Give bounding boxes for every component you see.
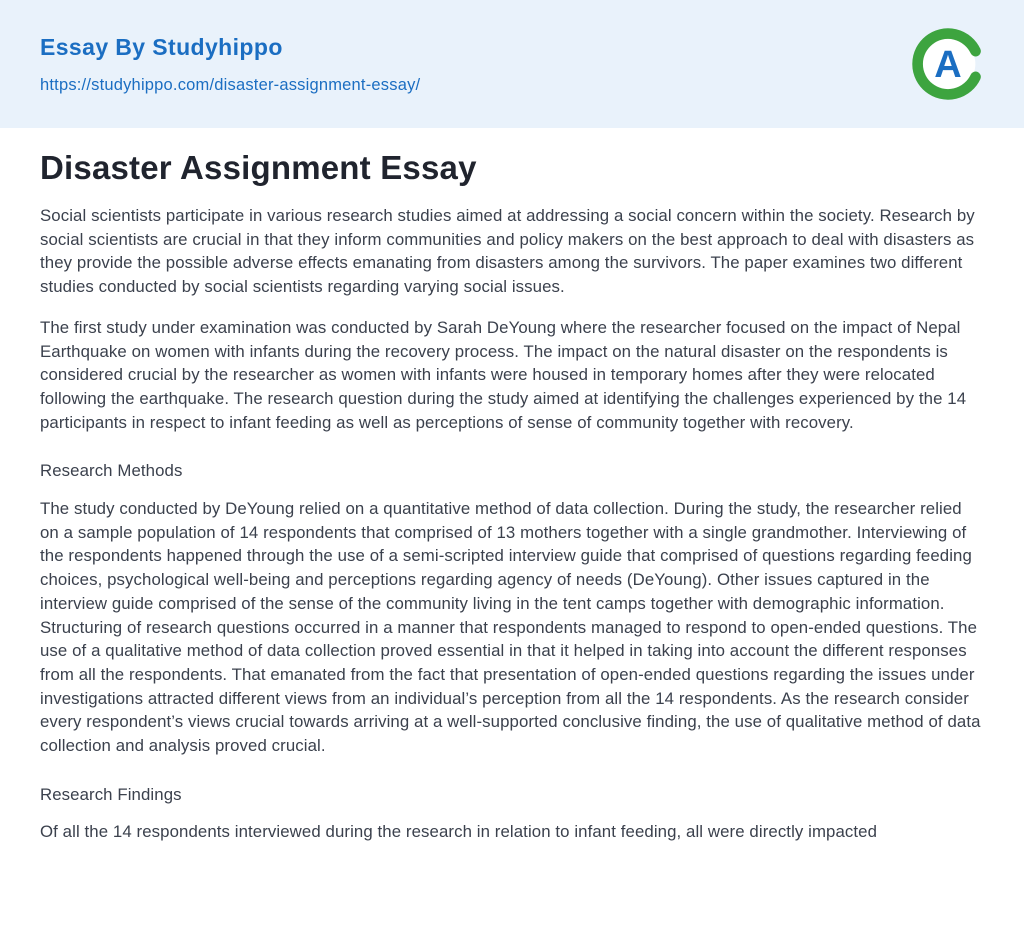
paragraph-research-findings: Of all the 14 respondents interviewed during the research in relation to infant feeding, all were directly impacted (40, 822, 878, 842)
logo-letter: A (934, 43, 962, 86)
page-title: Disaster Assignment Essay (40, 149, 477, 186)
header-text-group (40, 34, 420, 95)
paragraph-research-methods: The study conducted by DeYoung relied on a quantitative method of data collection. During the study, the researcher relied on a sample population of 14 respondents that comprised of 13 mothers together with a single grandmother. Interviewing of the respondents happened through the use of a semi-scripted interview guide that comprised of questions regarding feeding choices, psychological well-being and perceptions regarding agency of needs (DeYoung). Other issues captured in the interview guide comprised of the sense of the community living in the tent camps together with demographic information. Structuring of research questions occurred in a manner that respondents managed to respond to open-ended questions. The use of a qualitative method of data collection proved essential in that it helped in taking into account the different responses from all the respondents. That emanated from the fact that presentation of open-ended questions regarding the issues under investigations attracted different views from an individual’s perception from all the 14 respondents. As the research consider every respondent’s views crucial towards arriving at a well-supported conclusive finding, the use of qualitative method of data collection and analysis proved crucial. (40, 499, 981, 756)
studyhippo-logo[interactable] (910, 26, 986, 102)
section-heading-research-methods: Research Methods (40, 461, 183, 481)
article (0, 128, 1024, 844)
site-title-link[interactable]: Essay By Studyhippo (40, 33, 283, 60)
paragraph-first-study: The first study under examination was conducted by Sarah DeYoung where the researcher focused on the impact of Nepal Earthquake on women with infants during the recovery process. The impact on the natural disaster on the respondents is considered crucial by the researcher as women with infants were housed in temporary homes after they were relocated following the earthquake. The research question during the study aimed at identifying the challenges experienced by the 14 participants in respect to infant feeding as well as perceptions of sense of community together with recovery. (40, 317, 967, 432)
site-header (0, 0, 1024, 128)
section-heading-research-findings: Research Findings (40, 784, 182, 804)
paragraph-intro: Social scientists participate in various research studies aimed at addressing a social concern within the society. Research by social scientists are crucial in that they inform communities and policy makers on the best approach to deal with disasters as they provide the possible adverse effects emanating from disasters among the survivors. The paper examines two different studies conducted by social scientists regarding varying social issues. (40, 206, 975, 297)
studyhippo-logo-icon (910, 26, 986, 102)
page-url-link[interactable]: https://studyhippo.com/disaster-assignment-essay/ (40, 75, 421, 94)
